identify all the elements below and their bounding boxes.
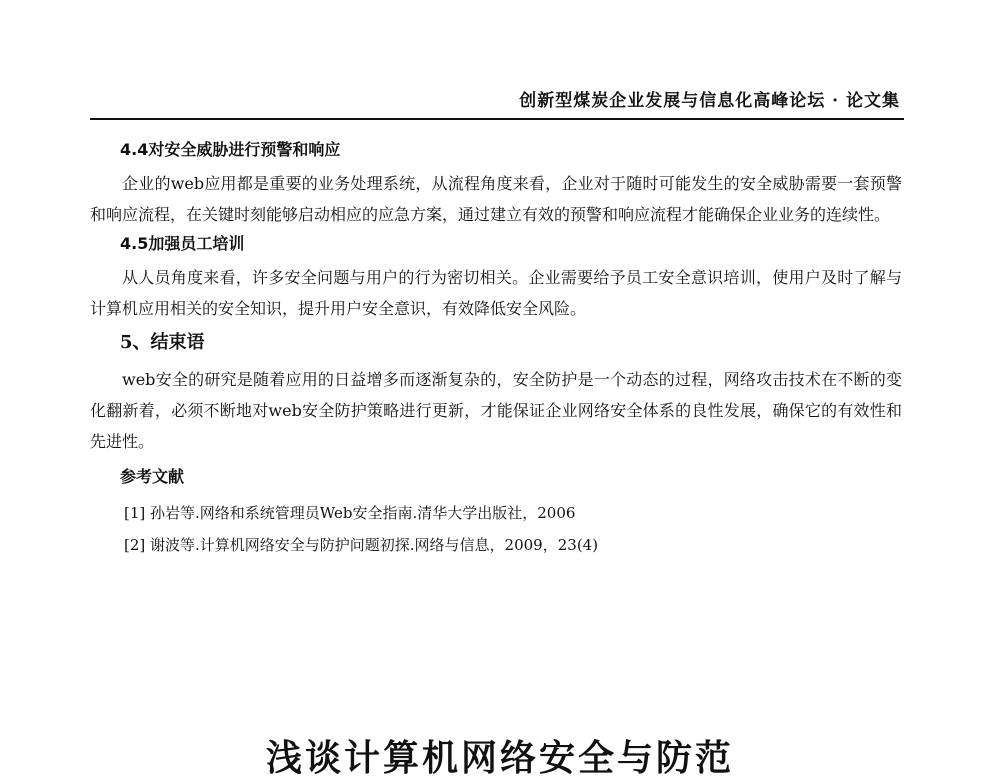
- reference-item-2: [2] 谢波等.计算机网络安全与防护问题初探.网络与信息，2009，23(4): [124, 536, 599, 554]
- section-4-5-paragraph: 从人员角度来看，许多安全问题与用户的行为密切相关。企业需要给予员工安全意识培训，使用户及时了解与计算机应用相关的安全知识，提升用户安全意识，有效降低安全风险。: [90, 268, 902, 318]
- next-article-title: 浅谈计算机网络安全与防范: [265, 738, 734, 779]
- header-divider: [90, 118, 904, 120]
- reference-item-1: [1] 孙岩等.网络和系统管理员Web安全指南.清华大学出版社，2006: [124, 504, 576, 522]
- references-heading: 参考文献: [120, 467, 185, 486]
- section-4-5-heading: 4.5加强员工培训: [120, 234, 245, 253]
- section-4-4-heading: 4.4对安全威胁进行预警和响应: [120, 140, 341, 159]
- section-5-heading: 5、结束语: [120, 332, 205, 353]
- running-header: 创新型煤炭企业发展与信息化高峰论坛 · 论文集: [519, 91, 900, 111]
- section-5-paragraph: web安全的研究是随着应用的日益增多而逐渐复杂的，安全防护是一个动态的过程，网络攻击技术在不断的变化翻新着，必须不断地对web安全防护策略进行更新，才能保证企业网络安全体系的良性发展，确保它的有效性和先进性。: [90, 370, 902, 451]
- article-body: [90, 136, 902, 561]
- section-4-4-paragraph: 企业的web应用都是重要的业务处理系统，从流程角度来看，企业对于随时可能发生的安全威胁需要一套预警和响应流程，在关键时刻能够启动相应的应急方案，通过建立有效的预警和响应流程才能确保企业业务的连续性。: [90, 174, 902, 224]
